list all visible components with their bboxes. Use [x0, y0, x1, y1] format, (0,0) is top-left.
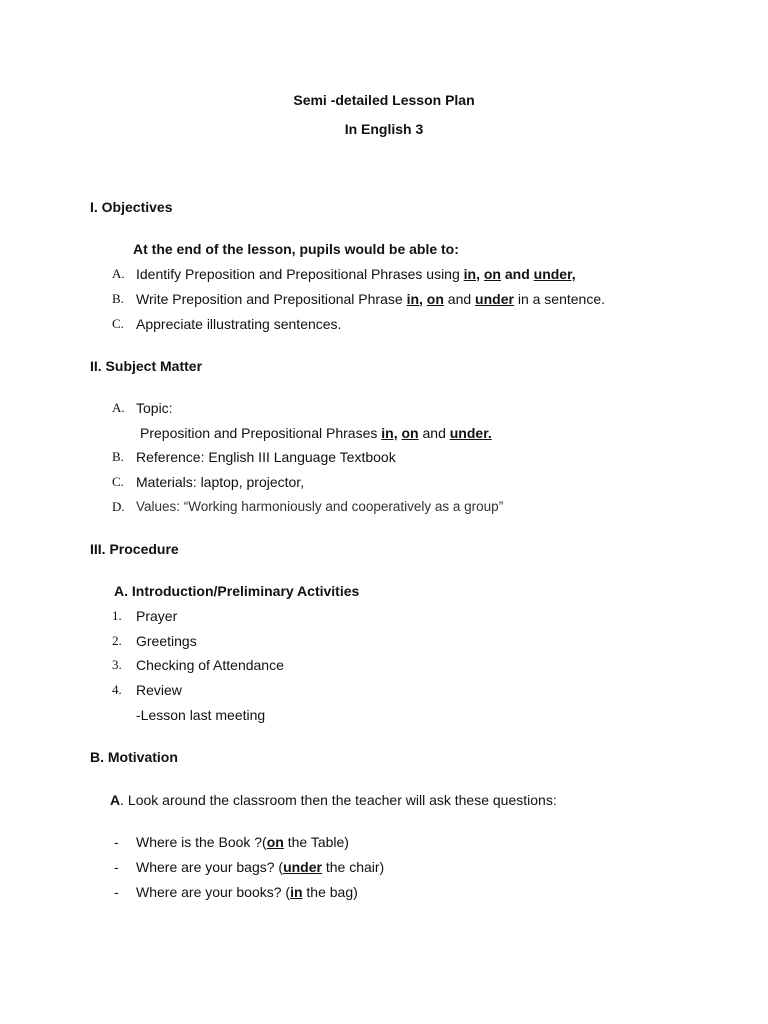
procedure-3-marker: 3.	[112, 657, 122, 672]
procedure-1-marker: 1.	[112, 608, 122, 623]
procedure-review-note: -Lesson last meeting	[136, 707, 266, 723]
subject-b-marker: B.	[112, 449, 124, 464]
subject-d-marker: D.	[112, 499, 125, 514]
objective-b-marker: B.	[112, 291, 124, 306]
question-3: Where are your books? (in the bag)	[136, 884, 358, 900]
subject-a-marker: A.	[112, 400, 125, 415]
subject-c-marker: C.	[112, 474, 124, 489]
subject-topic-label: Topic:	[136, 400, 173, 416]
question-1: Where is the Book ?(on the Table)	[136, 834, 349, 850]
question-1-dash: -	[114, 834, 119, 850]
question-3-dash: -	[114, 884, 119, 900]
subject-values: Values: “Working harmoniously and cooperatively as a group”	[136, 499, 504, 514]
question-2: Where are your bags? (under the chair)	[136, 859, 385, 875]
procedure-subheading: A. Introduction/Preliminary Activities	[114, 583, 360, 599]
objective-a: Identify Preposition and Prepositional Phrases using in, on and under,	[136, 266, 576, 282]
procedure-heading: III. Procedure	[90, 541, 179, 557]
procedure-4-marker: 4.	[112, 682, 122, 697]
procedure-2-marker: 2.	[112, 633, 122, 648]
objective-b: Write Preposition and Prepositional Phrase in, on and under in a sentence.	[136, 291, 605, 307]
title-line-2: In English 3	[344, 121, 424, 137]
subject-materials: Materials: laptop, projector,	[136, 474, 305, 490]
motivation-intro: A. Look around the classroom then the teacher will ask these questions:	[110, 792, 557, 808]
objective-c: Appreciate illustrating sentences.	[136, 316, 342, 332]
motivation-heading: B. Motivation	[90, 749, 178, 765]
procedure-prayer: Prayer	[136, 608, 178, 624]
objectives-heading: I. Objectives	[90, 199, 173, 215]
subject-topic-text: Preposition and Prepositional Phrases in, on and under.	[140, 425, 492, 441]
procedure-review: Review	[136, 682, 182, 698]
question-2-dash: -	[114, 859, 119, 875]
title-line-1: Semi -detailed Lesson Plan	[293, 92, 475, 108]
procedure-greetings: Greetings	[136, 633, 197, 649]
subject-reference: Reference: English III Language Textbook	[136, 449, 396, 465]
objectives-intro: At the end of the lesson, pupils would be able to:	[133, 241, 459, 257]
objective-c-marker: C.	[112, 316, 124, 331]
objective-a-marker: A.	[112, 266, 125, 281]
subject-matter-heading: II. Subject Matter	[90, 358, 203, 374]
procedure-attendance: Checking of Attendance	[136, 657, 284, 673]
